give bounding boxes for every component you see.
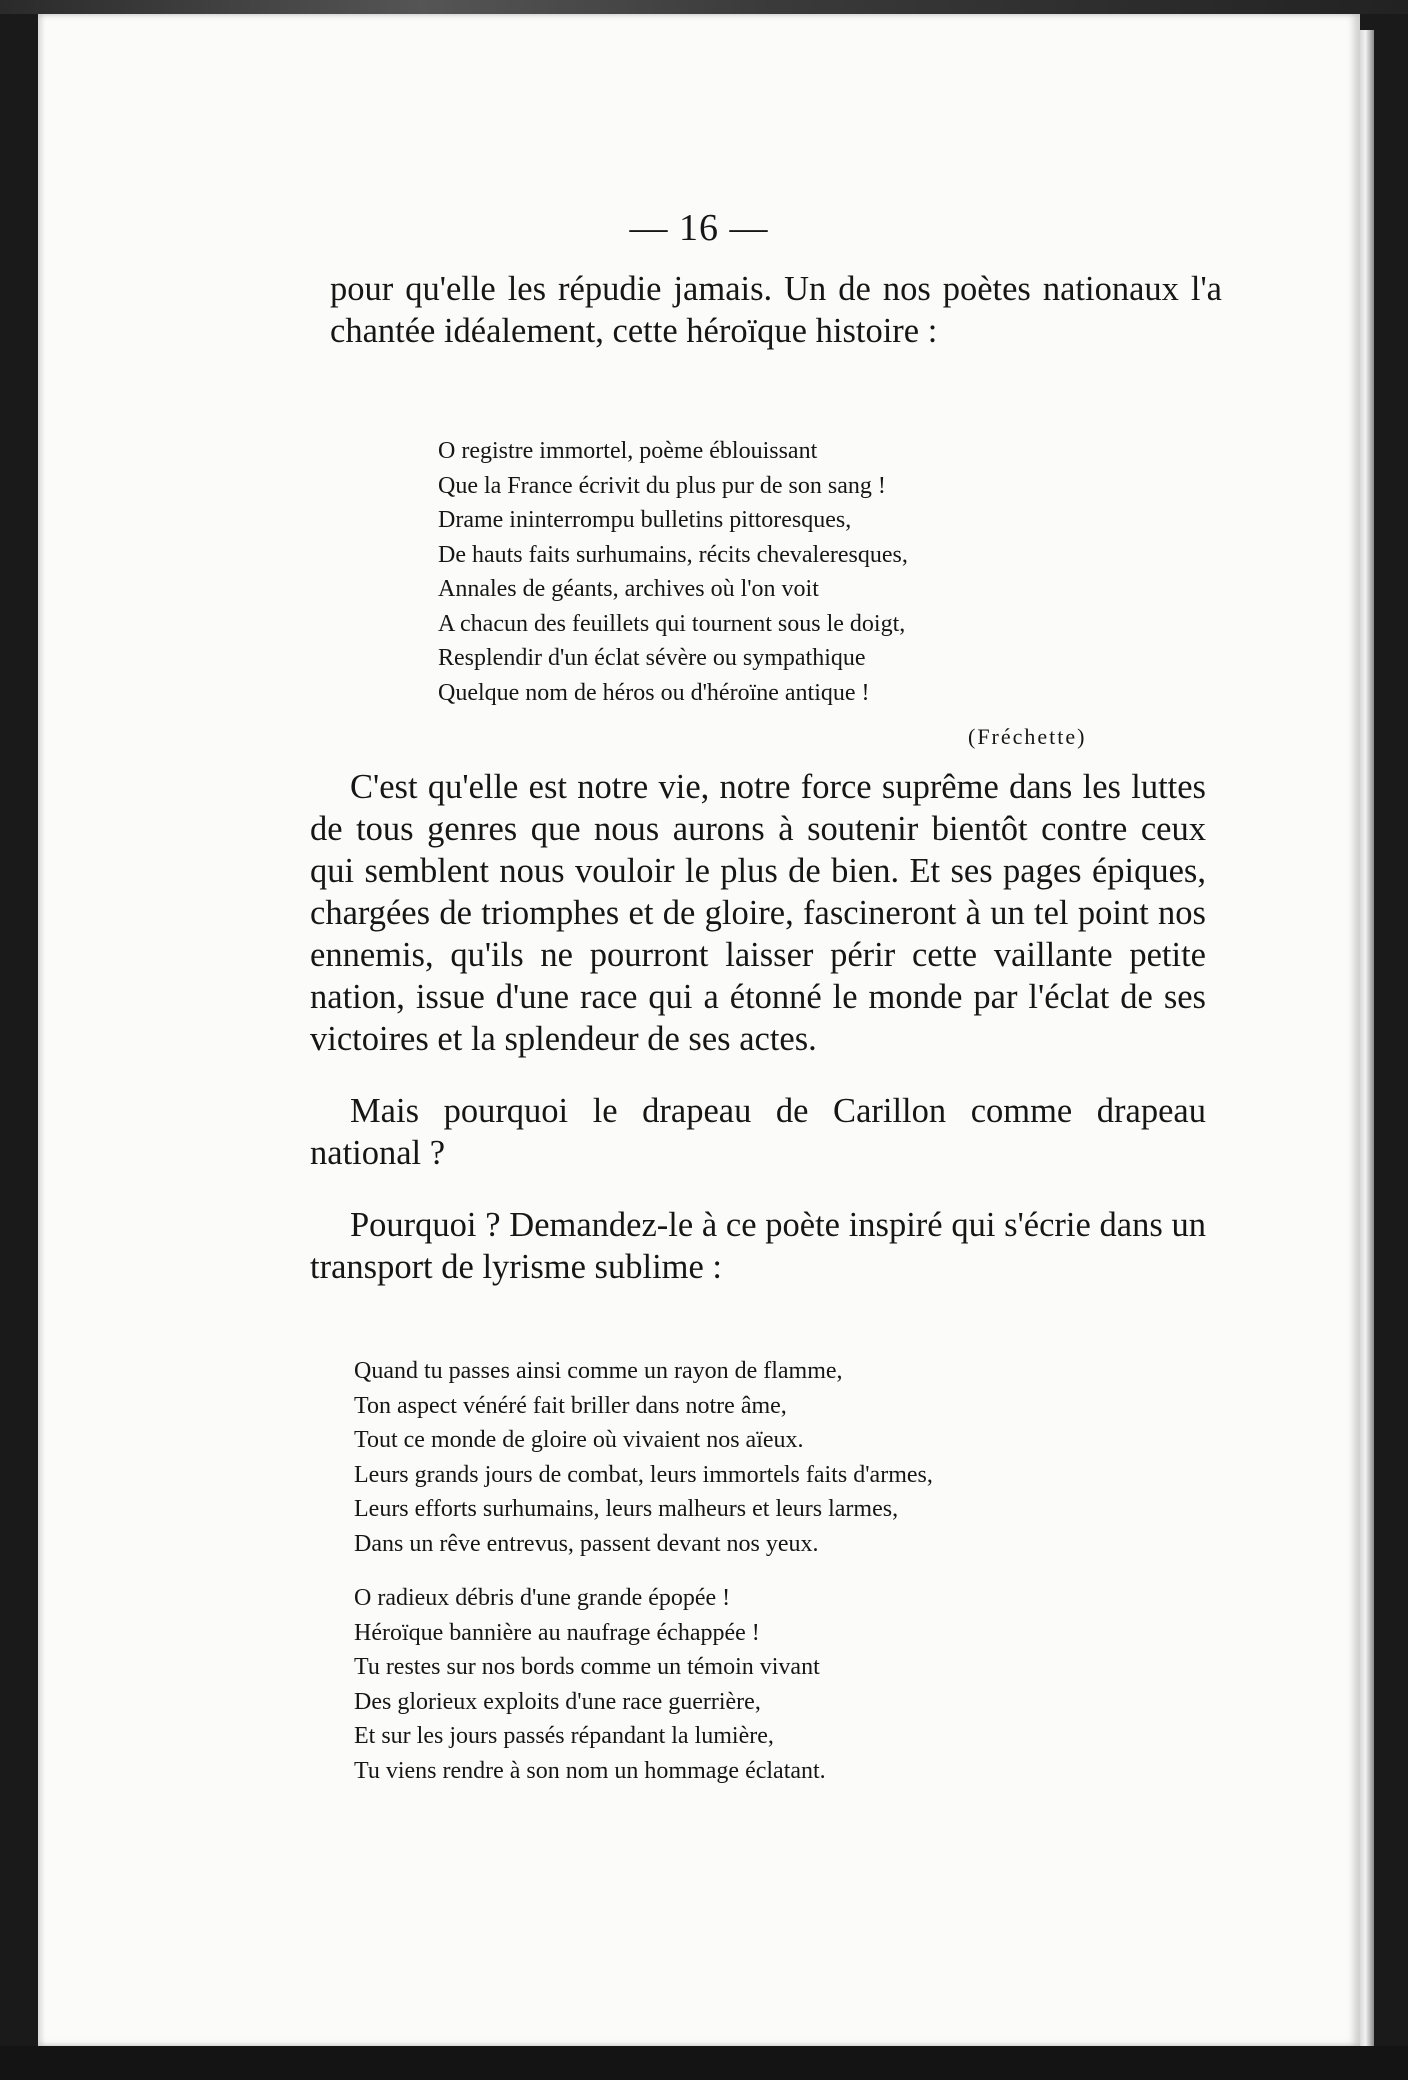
verse-line: A chacun des feuillets qui tournent sous le doigt, [438, 610, 906, 637]
book-page [38, 14, 1360, 2046]
verse-line: Annales de géants, archives où l'on voit [438, 576, 819, 602]
paragraph-pourquoi: Pourquoi ? Demandez-le à ce poète inspiré qui s'écrie dans un transport de lyrisme sublime : [310, 1206, 1206, 1286]
page-edge [1360, 30, 1374, 2046]
verse-line: Leurs efforts surhumains, leurs malheurs et leurs larmes, [354, 1496, 899, 1522]
stanza-2 [354, 1581, 933, 1788]
verse-line: Tout ce monde de gloire où vivaient nos aïeux. [354, 1427, 804, 1453]
body-paragraphs [310, 766, 1206, 1288]
verse-line: Des glorieux exploits d'une race guerrière, [354, 1688, 761, 1715]
verse-line: De hauts faits surhumains, récits chevaleresques, [438, 541, 908, 568]
verse-line: Et sur les jours passés répandant la lumière, [354, 1723, 774, 1749]
stanza-1 [354, 1354, 933, 1561]
scan-top-border [0, 0, 1408, 14]
verse-line: Que la France écrivit du plus pur de son sang ! [438, 472, 886, 499]
scan-bottom-border [0, 2046, 1408, 2080]
verse-line: Ton aspect vénéré fait briller dans notre âme, [354, 1392, 787, 1419]
poem-frechette [438, 434, 908, 710]
poem-attribution: (Fréchette) [968, 724, 1087, 749]
verse-line: Resplendir d'un éclat sévère ou sympathique [438, 645, 866, 671]
verse-line: Leurs grands jours de combat, leurs immortels faits d'armes, [354, 1461, 933, 1488]
verse-line: Dans un rêve entrevus, passent devant nos yeux. [354, 1530, 819, 1557]
paragraph-vie: C'est qu'elle est notre vie, notre force suprême dans les luttes de tous genres que nous aurons à soutenir bientôt contre ceux qui semblent nous vouloir le plus de bien. Et ses pages épiques, chargées de triomphes et de gloire, fascineront à un tel point nos ennemis, qu'ils ne pourront laisser périr cette vaillante petite nation, issue d'une race qui a étonné le monde par l'éclat de ses victoires et la splendeur de ses actes. [310, 768, 1206, 1058]
verse-line: Tu restes sur nos bords comme un témoin vivant [354, 1654, 820, 1680]
paragraph-drapeau: Mais pourquoi le drapeau de Carillon comme drapeau national ? [310, 1092, 1206, 1172]
intro-paragraph-block [330, 268, 1222, 352]
verse-line: Quand tu passes ainsi comme un rayon de flamme, [354, 1358, 843, 1384]
verse-line: O radieux débris d'une grande épopée ! [354, 1585, 731, 1611]
verse-line: Drame ininterrompu bulletins pittoresques, [438, 507, 852, 533]
verse-line: O registre immortel, poème éblouissant [438, 438, 818, 464]
intro-paragraph: pour qu'elle les répudie jamais. Un de nos poètes nationaux l'a chantée idéalement, cette héroïque histoire : [330, 270, 1222, 350]
verse-line: Héroïque bannière au naufrage échappée ! [354, 1619, 760, 1646]
poem-drapeau [354, 1354, 933, 1808]
page-number: — 16 — [629, 207, 769, 249]
verse-line: Tu viens rendre à son nom un hommage éclatant. [354, 1757, 826, 1784]
verse-line: Quelque nom de héros ou d'héroïne antique ! [438, 679, 870, 706]
